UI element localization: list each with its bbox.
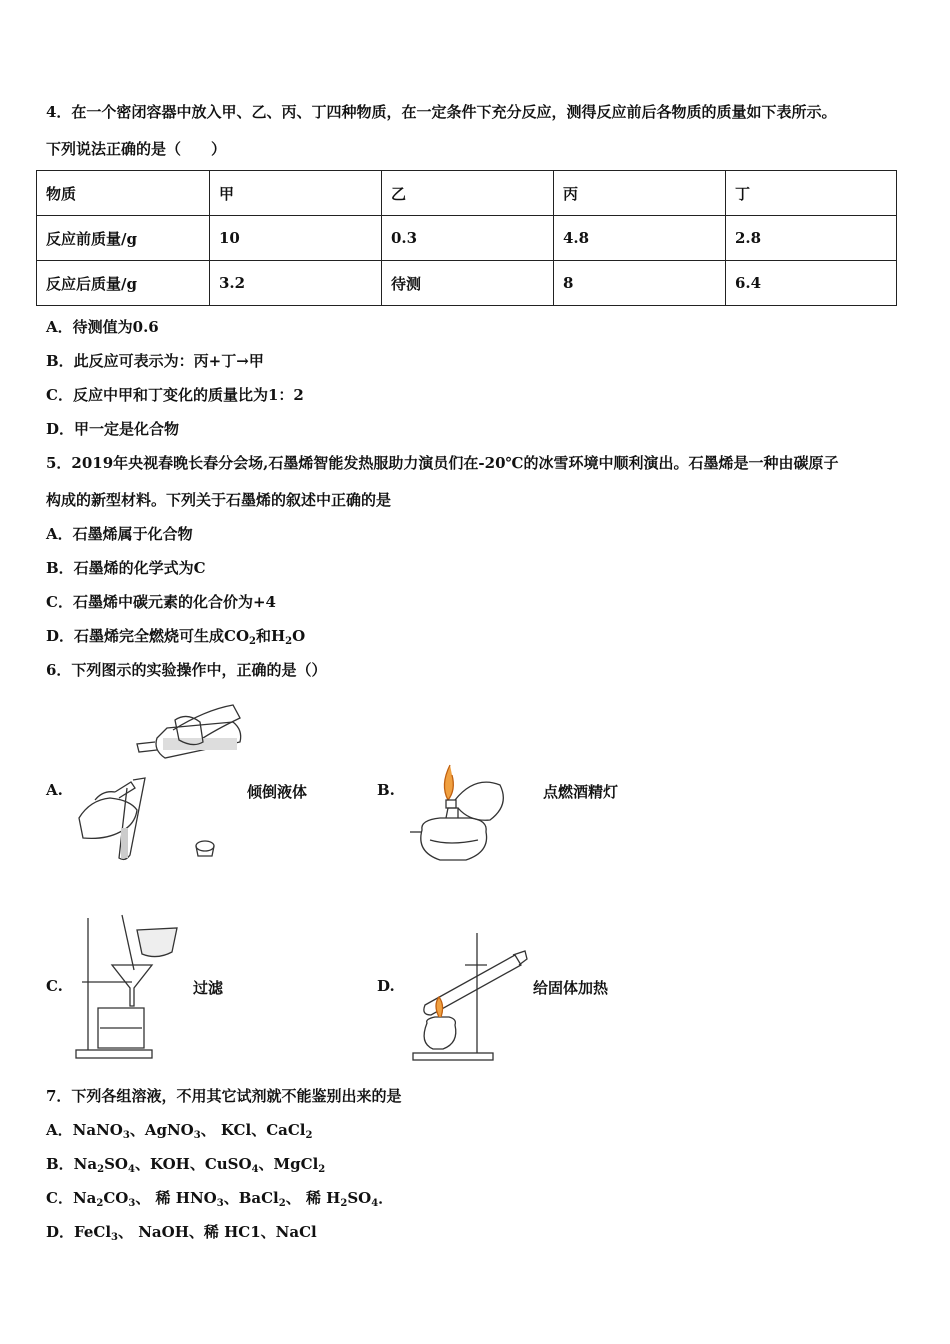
q7-option-c: C．$Na_2CO_3$、 稀 $HNO_3$、BaCl$_2$、 稀 $H_2SO_4$．: [46, 1189, 394, 1209]
table-cell: 物质: [37, 171, 210, 216]
q5-stem-line1: 5．2019年央视春晚长春分会场,石墨烯智能发热服助力演员们在-20℃的冰雪环境中顺利演出。石墨烯是一种由碳原子: [46, 454, 839, 472]
table-cell: 0.3: [382, 216, 554, 261]
q5-option-c: C．石墨烯中碳元素的化合价为+4: [46, 593, 276, 611]
q4-mass-table: [36, 170, 897, 306]
q6-option-c-label: C.: [46, 977, 63, 995]
q6-option-d-label: D.: [377, 977, 395, 995]
q6-stem: 6．下列图示的实验操作中，正确的是（）: [46, 661, 327, 679]
q4-stem-line2: 下列说法正确的是（ ）: [46, 140, 227, 158]
q6-option-a-caption: 倾倒液体: [247, 783, 308, 801]
table-cell: 甲: [210, 171, 382, 216]
q7-stem: 7．下列各组溶液，不用其它试剂就不能鉴别出来的是: [46, 1087, 402, 1105]
q4-option-d: D．甲一定是化合物: [46, 420, 180, 438]
q5-stem-line2: 构成的新型材料。下列关于石墨烯的叙述中正确的是: [46, 491, 392, 509]
table-cell: 丙: [554, 171, 726, 216]
table-row: [37, 261, 897, 306]
table-cell: 待测: [382, 261, 554, 306]
q7-option-d: D．FeCl$_3$、 NaOH、稀 HC1、NaCl: [46, 1223, 317, 1243]
table-cell: 6.4: [726, 261, 897, 306]
table-cell: 10: [210, 216, 382, 261]
q5-option-d: D．石墨烯完全燃烧可生成$CO_2$和$H_2O$: [46, 627, 306, 647]
q6-option-d-caption: 给固体加热: [533, 979, 609, 997]
q6-option-b-caption: 点燃酒精灯: [543, 783, 619, 801]
table-cell: 2.8: [726, 216, 897, 261]
q6-option-b-label: B.: [377, 781, 395, 799]
table-cell: 4.8: [554, 216, 726, 261]
table-header-row: [37, 171, 897, 216]
table-cell: 反应后质量/g: [37, 261, 210, 306]
q7-option-b: B．$Na_2SO_4$、KOH、CuSO$_4$、MgCl$_2$: [46, 1155, 326, 1175]
q7-option-a: A．NaNO$_3$、AgNO$_3$、 KCl、CaCl$_2$: [46, 1121, 313, 1141]
q5-option-a: A．石墨烯属于化合物: [46, 525, 193, 543]
alcohol-lamp-illustration: [400, 760, 530, 870]
pouring-liquid-illustration: [75, 700, 250, 870]
table-cell: 8: [554, 261, 726, 306]
q4-stem-line1: 4．在一个密闭容器中放入甲、乙、丙、丁四种物质，在一定条件下充分反应，测得反应前后各物质的质量如下表所示。: [46, 103, 837, 121]
filtration-setup-illustration: [72, 910, 187, 1065]
q4-option-b: B．此反应可表示为：丙+丁→甲: [46, 352, 264, 370]
table-cell: 反应前质量/g: [37, 216, 210, 261]
q4-option-a: A．待测值为0.6: [46, 318, 159, 336]
table-cell: 丁: [726, 171, 897, 216]
q6-option-a-label: A.: [46, 781, 63, 799]
table-cell: 乙: [382, 171, 554, 216]
q5-option-b: B．石墨烯的化学式为C: [46, 559, 206, 577]
heating-solid-illustration: [405, 925, 530, 1065]
table-cell: 3.2: [210, 261, 382, 306]
q4-option-c: C．反应中甲和丁变化的质量比为1：2: [46, 386, 304, 404]
table-row: [37, 216, 897, 261]
q6-option-c-caption: 过滤: [193, 979, 224, 997]
